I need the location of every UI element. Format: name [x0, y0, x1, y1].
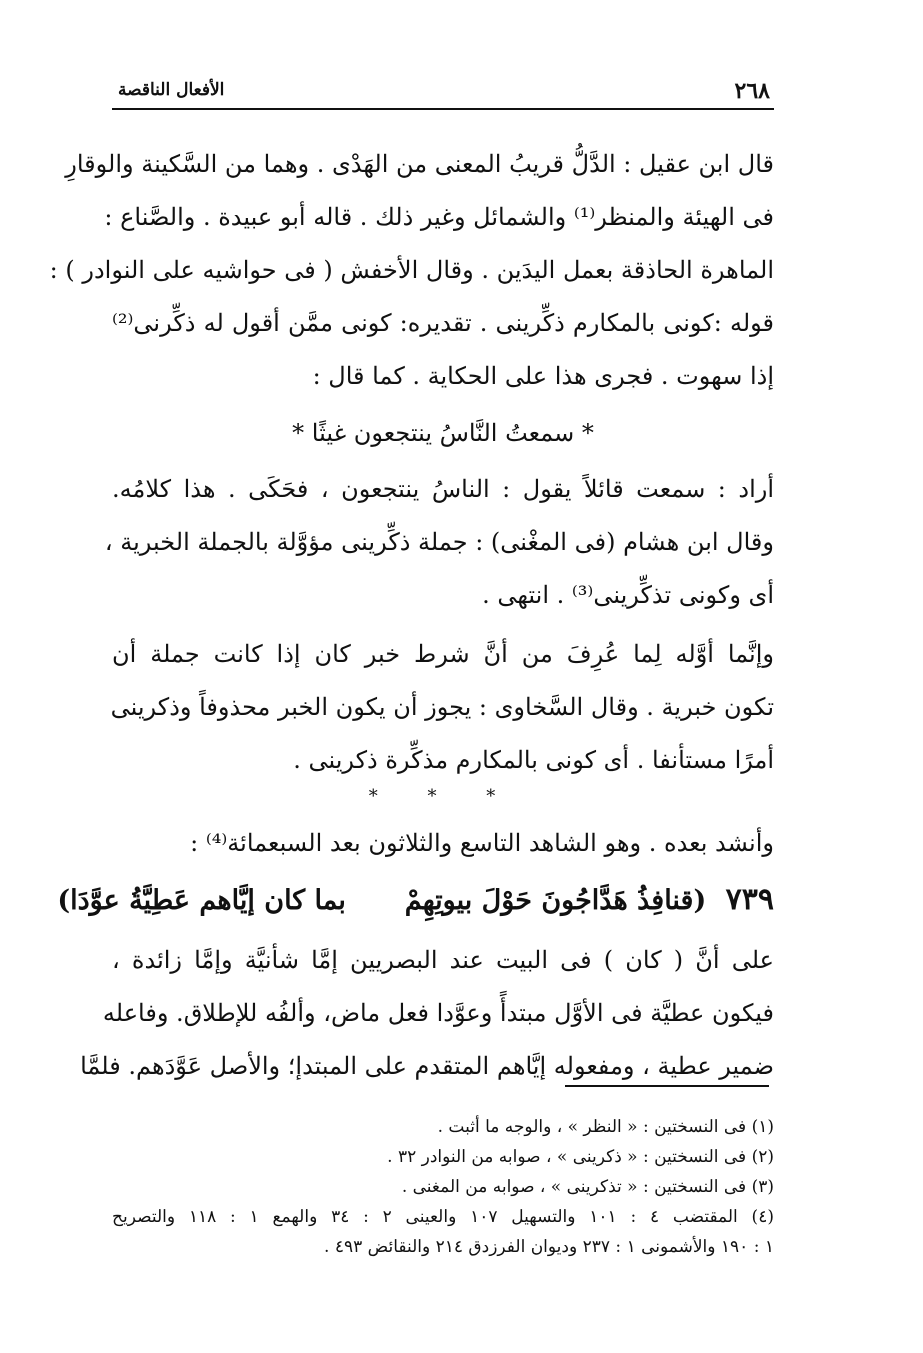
running-title: الأفعال الناقصة — [118, 80, 225, 100]
footnote-2: (٢) فى النسختين : « ذكرينى » ، صوابه من النوادر ٣٢ . — [387, 1147, 774, 1167]
text-line: فى الهيئة والمنظر⁽¹⁾ والشمائل وغير ذلك . قاله أبو عبيدة . والصَّناع : — [104, 203, 774, 231]
text-line: أى وكونى تذكِّرينى⁽³⁾ . انتهى . — [482, 581, 774, 609]
text-line: وإنَّما أوَّله لِما عُرِفَ من أنَّ شرط خبر كان إذا كانت جملة أن — [112, 640, 774, 668]
paragraph-4 — [80, 934, 774, 1093]
paragraph-2 — [104, 463, 774, 622]
text-line: أمرًا مستأنفا . أى كونى بالمكارم مذكِّرة ذكرينى . — [293, 746, 774, 774]
page-number: ٢٦٨ — [734, 78, 770, 104]
section-divider: * * * — [368, 786, 518, 807]
paragraph-1 — [49, 138, 774, 403]
header-rule — [112, 108, 774, 110]
main-text — [49, 138, 774, 1093]
text-line: وقال ابن هشام (فى المغْنى) : جملة ذكِّرينى مؤوَّلة بالجملة الخبرية ، — [104, 528, 774, 556]
footnote-4: (٤) المقتضب ٤ : ١٠١ والتسهيل ١٠٧ والعينى ٢ : ٣٤ والهمع ١ : ١١٨ والتصريح — [112, 1207, 774, 1227]
text-line: الماهرة الحاذقة بعمل اليدَين . وقال الأخفش ( فى حواشيه على النوادر ) : — [49, 256, 774, 284]
text-line: إذا سهوت . فجرى هذا على الحكاية . كما قال : — [312, 362, 774, 390]
quoted-hemistich: * سمعتُ النَّاسُ ينتجعون غيثًا * — [292, 419, 594, 447]
verse-number: ٧٣٩ — [725, 882, 774, 917]
text-line: أراد : سمعت قائلاً يقول : الناسُ ينتجعون ، فحَكَى . هذا كلامُه. — [112, 475, 774, 503]
page-header — [118, 72, 770, 108]
footnote-4-continued: ١ : ١٩٠ والأشمونى ١ : ٢٣٧ وديوان الفرزدق ٢١٤ والنقائض ٤٩٣ . — [324, 1237, 774, 1257]
text-line: ضمير عطية ، ومفعوله إيَّاهم المتقدم على المبتدإ؛ والأصل عَوَّدَهم. فلمَّا — [80, 1052, 774, 1080]
text-line: تكون خبرية . وقال السَّخاوى : يجوز أن يكون الخبر محذوفاً وذكرينى — [110, 693, 774, 721]
text-line: قوله :كونى بالمكارم ذكِّرينى . تقديره: كونى ممَّن أقول له ذكِّرنى⁽²⁾ — [112, 309, 774, 337]
text-line: قال ابن عقيل : الدَّلُّ قريبُ المعنى من الهَدْى . وهما من السَّكينة والوقارِ — [65, 150, 774, 178]
verse-hemistich-first: (قنافِذُ هَدَّاجُونَ حَوْلَ بيوتِهِمْ — [404, 885, 707, 916]
footnote-1: (١) فى النسختين : « النظر » ، والوجه ما أثبت . — [437, 1117, 774, 1137]
text-line: على أنَّ ( كان ) فى البيت عند البصريين إمَّا شأنيَّة وإمَّا زائدة ، — [112, 946, 774, 974]
intro-line: وأنشد بعده . وهو الشاهد التاسع والثلاثون بعد السبعمائة⁽⁴⁾ : — [190, 829, 774, 857]
footnote-3: (٣) فى النسختين : « تذكرينى » ، صوابه من المغنى . — [401, 1177, 774, 1197]
footnote-rule — [565, 1085, 769, 1087]
verse — [57, 870, 774, 930]
verse-hemistich-second: بما كان إيَّاهم عَطِيَّةُ عوَّدَا) — [57, 885, 346, 916]
paragraph-3 — [112, 628, 774, 787]
footnotes — [112, 1112, 774, 1262]
text-line: فيكون عطيَّة فى الأوَّل مبتدأً وعوَّدا فعل ماض، وألفُه للإطلاق. وفاعله — [102, 999, 774, 1027]
